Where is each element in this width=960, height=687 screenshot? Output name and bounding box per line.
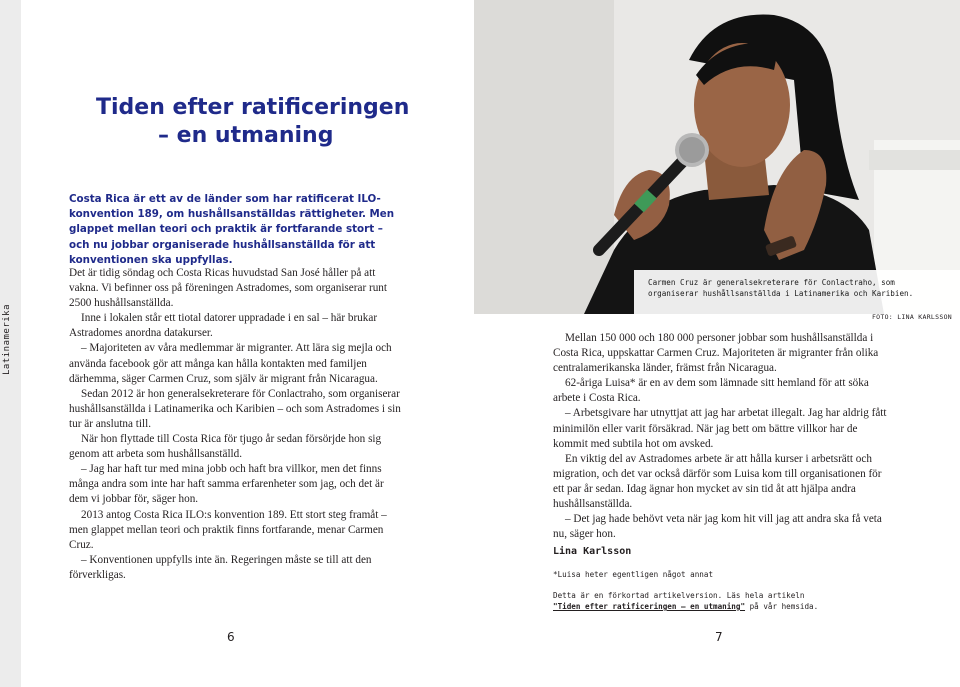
paragraph: Det är tidig söndag och Costa Ricas huvudstad San José håller på att vakna. Vi befinner oss på föreningen Astradomes, som organiserar runt 2500 hushållsanställda.	[69, 267, 387, 310]
paragraph: Mellan 150 000 och 180 000 personer jobbar som hushållsanställda i Costa Rica, uppskattar Carmen Cruz. Majoriteten är migranter från olika centralamerikanska länder, främst från Nicaragua.	[553, 332, 879, 375]
portrait-photo	[474, 0, 960, 314]
article-note	[553, 590, 893, 612]
article-lead: Costa Rica är ett av de länder som har ratificerat ILO-konvention 189, om hushållsanställdas rättigheter. Men glappet mellan teori och praktik är fortfarande stort – och nu jobbar organiserade hushållsanställda för att konventionen ska uppfyllas.	[69, 193, 395, 266]
paragraph: 2013 antog Costa Rica ILO:s konvention 189. Ett stort steg framåt – men glappet mellan teori och praktik finns fortfarande, menar Carmen Cruz.	[69, 508, 387, 551]
title-line-1: Tiden efter ratificeringen	[96, 95, 410, 120]
paragraph: En viktig del av Astradomes arbete är att hålla kurser i arbetsrätt och migration, och det var också därför som Luisa kom till organisationen för ett par år sedan. Idag ägnar hon mycket av sin tid åt att hjälpa andra hushållsanställda.	[553, 452, 882, 511]
title-line-2: – en utmaning	[158, 123, 334, 148]
section-label: Latinamerika	[2, 303, 12, 375]
article-title	[96, 94, 426, 150]
photo-credit: FOTO: LINA KARLSSON	[871, 313, 952, 321]
right-body-column	[553, 331, 887, 559]
article-link[interactable]: "Tiden efter ratificeringen – en utmaning"	[553, 602, 746, 611]
paragraph: När hon flyttade till Costa Rica för tjugo år sedan försörjde hon sig genom att arbeta som hushållsanställd.	[69, 433, 382, 461]
left-body-column	[69, 266, 402, 583]
paragraph: – Arbetsgivare har utnyttjat att jag har arbetat illegalt. Jag har aldrig fått minimilön eller varit försäkrad. När jag bett om bättre villkor har de kommit med subtila hot om avsked.	[553, 407, 887, 450]
paragraph: – Konventionen uppfylls inte än. Regeringen måste se till att den förverkligas.	[69, 553, 372, 581]
page-number-left: 6	[227, 630, 235, 644]
footnote: *Luisa heter egentligen något annat	[553, 570, 714, 579]
paragraph: 62-åriga Luisa* är en av dem som lämnade sitt hemland för att söka arbete i Costa Rica.	[553, 377, 869, 405]
paragraph: Inne i lokalen står ett tiotal datorer uppradade i en sal – här brukar Astradomes anordna datakurser.	[69, 312, 378, 340]
paragraph: – Jag har haft tur med mina jobb och haft bra villkor, men det finns många andra som inte har haft samma erfarenheter som jag, och det är dem vi jobbar för, säger hon.	[69, 463, 384, 506]
paragraph: – Det jag hade behövt veta när jag kom hit vill jag att andra ska få veta nu, säger hon.	[553, 513, 882, 541]
paragraph: – Majoriteten av våra medlemmar är migranter. Att lära sig mejla och använda facebook gör att många kan hålla kontakten med familjen därhemma, säger Carmen Cruz, som själv är migrant från Nicaragua.	[69, 342, 392, 385]
paragraph: Sedan 2012 är hon generalsekreterare för Conlactraho, som organiserar hushållsanställda i Latinamerika och Karibien – och som Astradomes i sin tur är anslutna till.	[69, 387, 401, 430]
photo-illustration	[474, 0, 960, 314]
author-signature: Lina Karlsson	[553, 546, 632, 558]
note-suffix: på vår hemsida.	[745, 602, 819, 611]
page-number-right: 7	[715, 630, 723, 644]
photo-caption: Carmen Cruz är generalsekreterare för Conlactraho, som organiserar hushållsanställda i Latinamerika och Karibien.	[648, 278, 914, 298]
note-text: Detta är en förkortad artikelversion. Läs hela artikeln	[553, 591, 805, 600]
